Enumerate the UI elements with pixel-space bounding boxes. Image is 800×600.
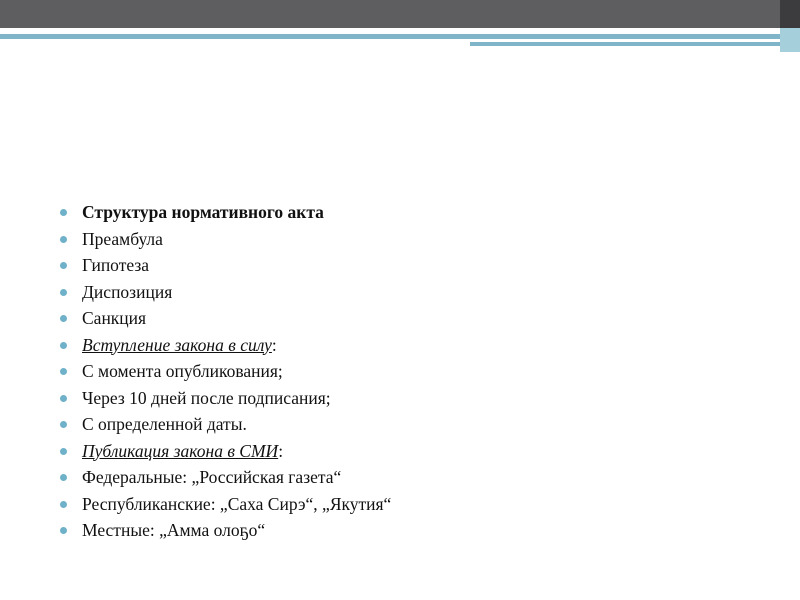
list-item-text: Диспозиция [82,281,173,302]
list-item-text: Гипотеза [82,255,150,275]
accent-line [0,34,800,39]
section-heading-link[interactable]: Публикация закона в СМИ [82,440,279,461]
heading-suffix: : [278,440,284,461]
bullet-icon [60,421,67,428]
heading-suffix: : [271,334,277,355]
accent-corner [780,28,800,52]
list-item [58,438,391,465]
bullet-icon [60,368,67,375]
bullet-icon [60,315,67,322]
bullet-icon [60,395,67,402]
list-item [58,279,391,306]
section-heading-link[interactable]: Вступление закона в силу [82,334,272,355]
accent-line-secondary [470,42,780,46]
list-item-text: Местные: „Амма олоҕо“ [82,520,266,540]
bullet-icon [60,262,67,269]
list-item-text: С определенной даты. [82,414,247,434]
bullet-icon [60,474,67,481]
bullet-icon [60,209,67,216]
content-bullet-list [58,199,391,544]
bullet-icon [60,236,67,243]
bullet-icon [60,527,67,534]
bullet-icon [60,342,67,349]
list-item-text: С момента опубликования; [82,361,283,381]
list-item [58,411,391,438]
list-item-text: Республиканские: „Саха Сирэ“, „Якутия“ [82,493,392,514]
bullet-icon [60,501,67,508]
header-bar-corner [780,0,800,28]
list-item [58,517,391,544]
list-item-text: Федеральные: „Российская газета“ [82,467,342,487]
list-item [58,252,391,279]
bullet-icon [60,448,67,455]
list-item-text: Преамбула [82,228,163,249]
list-item [58,491,391,518]
list-item-text: Структура нормативного акта [82,202,324,222]
list-item [58,199,391,226]
list-item [58,385,391,412]
list-item [58,305,391,332]
list-item [58,226,391,253]
bullet-icon [60,289,67,296]
list-item-text: Через 10 дней после подписания; [82,387,331,408]
header-bar [0,0,800,28]
list-item [58,358,391,385]
list-item [58,464,391,491]
list-item-text: Санкция [82,308,147,328]
list-item [58,332,391,359]
